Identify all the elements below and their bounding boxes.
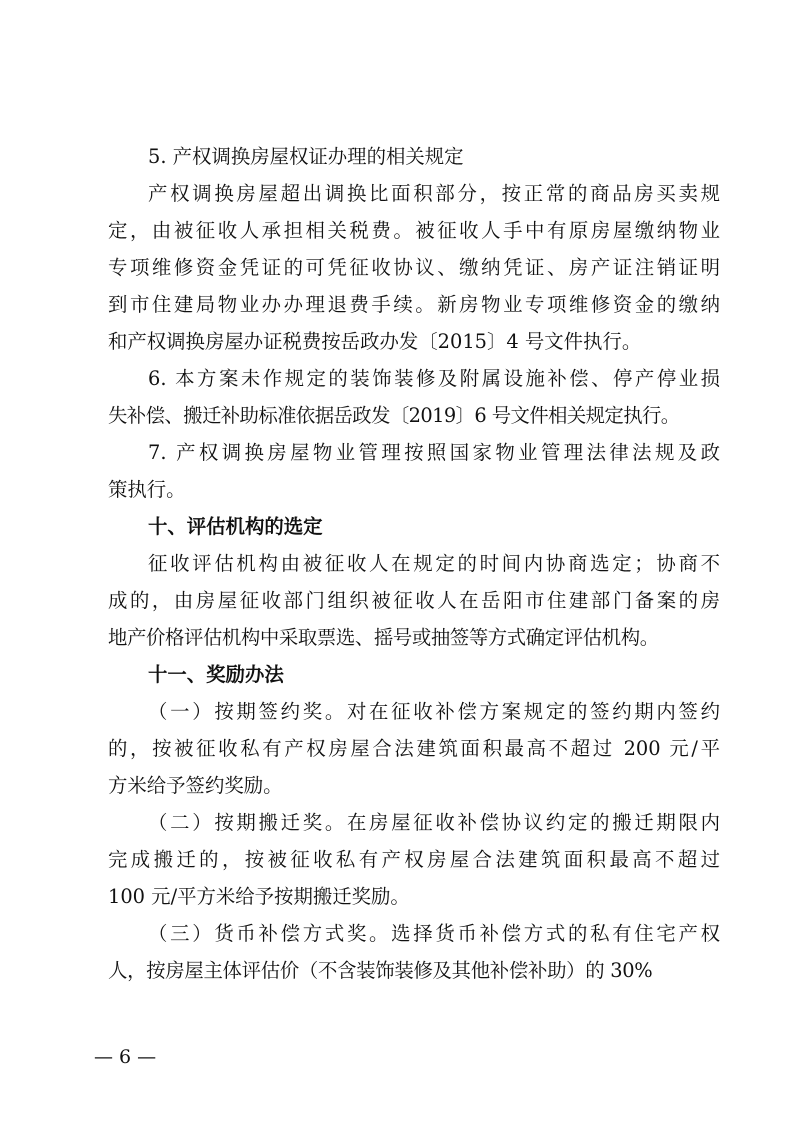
paragraph-line: 征收评估机构由被征收人在规定的时间内协商选定；协商不 xyxy=(148,552,720,575)
paragraph-line: 的，按被征收私有产权房屋合法建筑面积最高不超过 200 元/平 xyxy=(108,737,720,760)
paragraph-line: （二）按期搬迁奖。在房屋征收补偿协议约定的搬迁期限内 xyxy=(148,811,720,834)
paragraph-line: 策执行。 xyxy=(108,478,186,501)
subsection-heading-5: 5. 产权调换房屋权证办理的相关规定 xyxy=(148,145,464,168)
paragraph-line: 产权调换房屋超出调换比面积部分，按正常的商品房买卖规 xyxy=(148,182,720,205)
page-number: — 6 — xyxy=(94,1046,157,1068)
paragraph-line: 方米给予签约奖励。 xyxy=(108,774,283,797)
paragraph-line: 专项维修资金凭证的可凭征收协议、缴纳凭证、房产证注销证明 xyxy=(108,256,720,279)
paragraph-line: 人，按房屋主体评估价（不含装饰装修及其他补偿补助）的 30% xyxy=(108,959,653,982)
paragraph-line: 7. 产权调换房屋物业管理按照国家物业管理法律法规及政 xyxy=(148,441,720,464)
paragraph-line: 100 元/平方米给予按期搬迁奖励。 xyxy=(108,885,410,908)
paragraph-line: 到市住建局物业办办理退费手续。新房物业专项维修资金的缴纳 xyxy=(108,293,720,316)
paragraph-line: （一）按期签约奖。对在征收补偿方案规定的签约期内签约 xyxy=(148,700,720,723)
paragraph-line: 定，由被征收人承担相关税费。被征收人手中有原房屋缴纳物业 xyxy=(108,219,720,242)
section-heading-10: 十、评估机构的选定 xyxy=(148,515,323,538)
paragraph-line: （三）货币补偿方式奖。选择货币补偿方式的私有住宅产权 xyxy=(148,922,720,945)
paragraph-line: 失补偿、搬迁补助标准依据岳政发〔2019〕6 号文件相关规定执行。 xyxy=(108,404,680,427)
paragraph-line: 和产权调换房屋办证税费按岳政办发〔2015〕4 号文件执行。 xyxy=(108,330,642,353)
paragraph-line: 成的，由房屋征收部门组织被征收人在岳阳市住建部门备案的房 xyxy=(108,589,720,612)
paragraph-line: 完成搬迁的，按被征收私有产权房屋合法建筑面积最高不超过 xyxy=(108,848,720,871)
paragraph-line: 地产价格评估机构中采取票选、摇号或抽签等方式确定评估机构。 xyxy=(108,626,659,649)
section-heading-11: 十一、奖励办法 xyxy=(148,663,284,686)
paragraph-line: 6. 本方案未作规定的装饰装修及附属设施补偿、停产停业损 xyxy=(148,367,720,390)
